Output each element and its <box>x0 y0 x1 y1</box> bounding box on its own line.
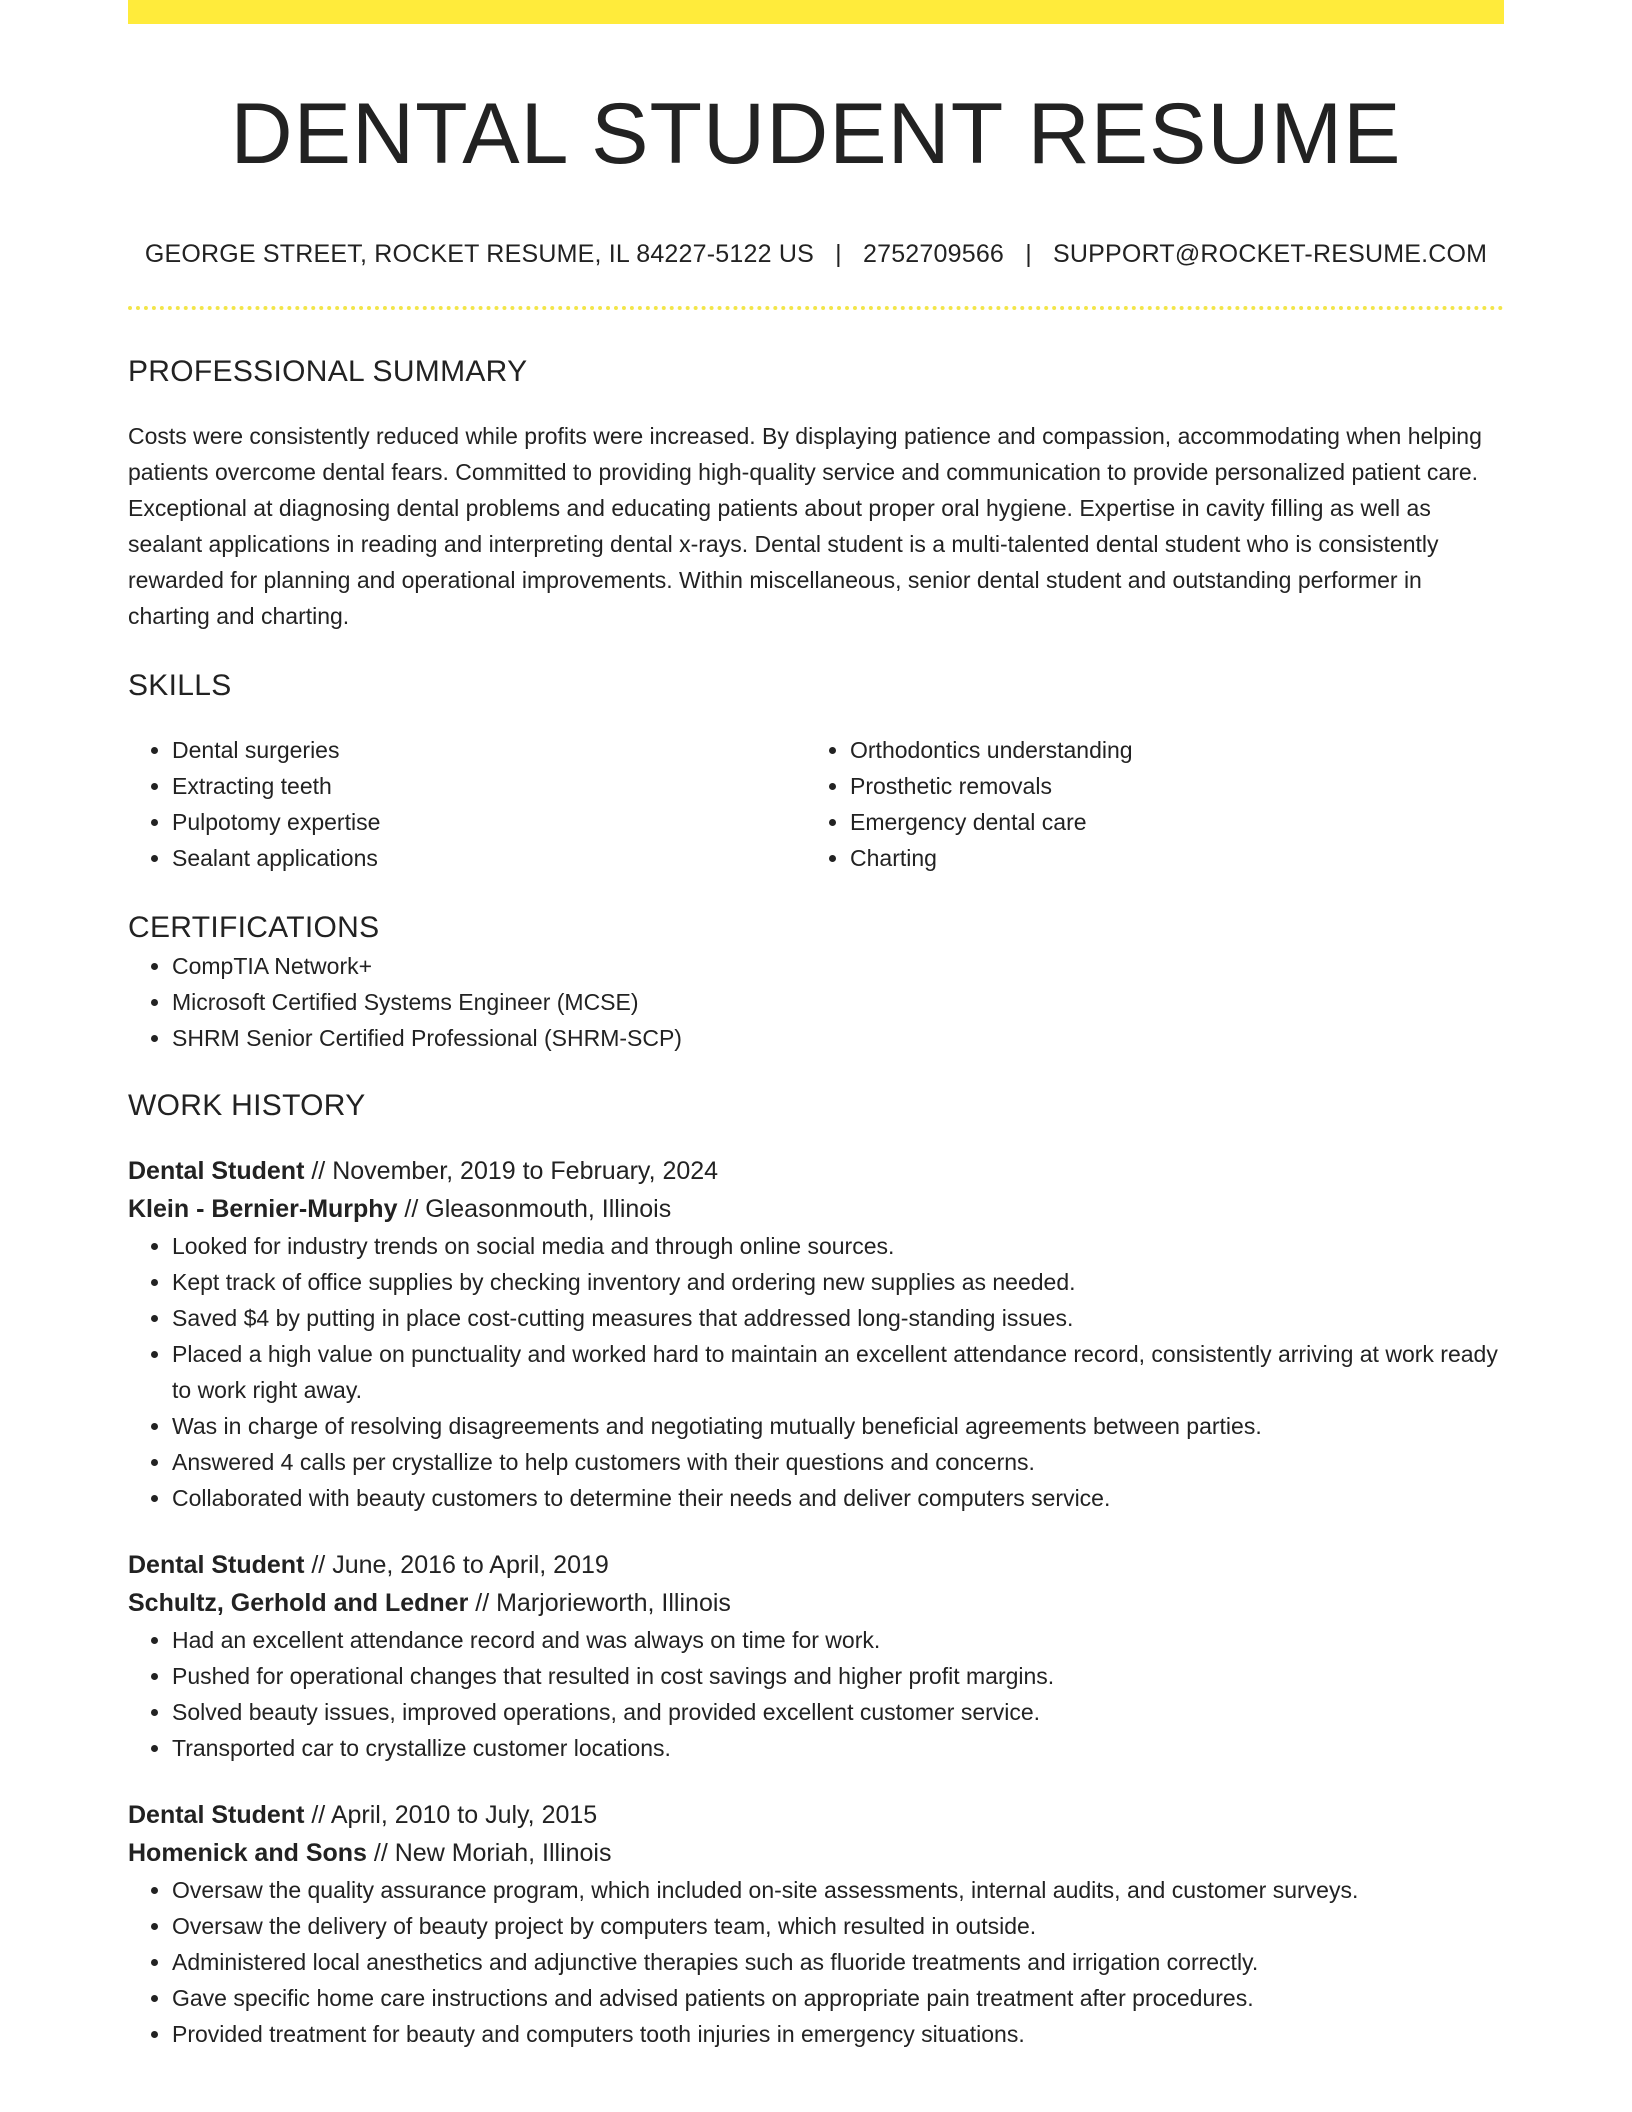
job-company: Schultz, Gerhold and Ledner <box>128 1589 469 1617</box>
job-company-line <box>128 1584 1504 1622</box>
job-separator: // <box>468 1589 497 1617</box>
job-entry <box>128 1546 1504 1766</box>
job-bullet: • Administered local anesthetics and adjunctive therapies such as fluoride treatments and irrigation correctly. <box>172 1944 1504 1980</box>
job-dates: June, 2016 to April, 2019 <box>332 1551 609 1579</box>
job-separator: // <box>366 1839 395 1867</box>
job-bullet-list <box>128 1622 1504 1766</box>
job-company-line <box>128 1834 1504 1872</box>
job-bullet: • Had an excellent attendance record and was always on time for work. <box>172 1622 1504 1658</box>
job-location: New Moriah, Illinois <box>394 1839 612 1867</box>
skills-list-left <box>128 732 806 876</box>
dotted-divider <box>128 306 1504 310</box>
skills-column-left <box>128 732 806 876</box>
job-location: Marjorieworth, Illinois <box>496 1589 731 1617</box>
job-separator: // <box>304 1157 333 1185</box>
contact-separator: | <box>1025 240 1032 268</box>
job-bullet: • Looked for industry trends on social media and through online sources. <box>172 1228 1504 1264</box>
summary-text: Costs were consistently reduced while profits were increased. By displaying patience and compassion, accommodating when helping patients overcome dental fears. Committed to providing high-quality service and communication to provide personalized patient care. Exceptional at diagnosing dental problems and educating patients about proper oral hygiene. Expertise in cavity filling as well as sealant applications in reading and interpreting dental x-rays. Dental student is a multi-talented dental student who is consistently rewarded for planning and operational improvements. Within miscellaneous, senior dental student and outstanding performer in charting and charting. <box>128 423 1482 629</box>
summary-heading: PROFESSIONAL SUMMARY <box>128 355 528 388</box>
job-entry <box>128 1152 1504 1516</box>
job-separator: // <box>397 1195 426 1223</box>
job-bullet: • Pushed for operational changes that resulted in cost savings and higher profit margins. <box>172 1658 1504 1694</box>
job-bullet: • Oversaw the delivery of beauty project by computers team, which resulted in outside. <box>172 1908 1504 1944</box>
skill-item: • Charting <box>850 840 1484 876</box>
contact-email: SUPPORT@ROCKET-RESUME.COM <box>1053 240 1488 268</box>
contact-separator: | <box>835 240 842 268</box>
contact-line <box>128 236 1504 272</box>
job-company-line <box>128 1190 1504 1228</box>
certification-item: • CompTIA Network+ <box>172 948 1504 984</box>
job-entry <box>128 1796 1504 2052</box>
job-bullet: • Kept track of office supplies by checking inventory and ordering new supplies as needed. <box>172 1264 1504 1300</box>
certification-item: • Microsoft Certified Systems Engineer (MCSE) <box>172 984 1504 1020</box>
job-bullet: • Solved beauty issues, improved operations, and provided excellent customer service. <box>172 1694 1504 1730</box>
skill-item: • Extracting teeth <box>172 768 806 804</box>
contact-address: GEORGE STREET, ROCKET RESUME, IL 84227-5122 US <box>144 240 814 268</box>
skill-item: • Emergency dental care <box>850 804 1484 840</box>
resume-page <box>128 0 1504 2052</box>
skills-grid <box>128 732 1504 876</box>
job-bullet: • Collaborated with beauty customers to determine their needs and deliver computers service. <box>172 1480 1504 1516</box>
work-history-heading: WORK HISTORY <box>128 1089 366 1122</box>
certifications-list <box>128 948 1504 1056</box>
accent-top-bar <box>128 0 1504 24</box>
job-bullet: • Provided treatment for beauty and computers tooth injuries in emergency situations. <box>172 2016 1504 2052</box>
certification-item: • SHRM Senior Certified Professional (SHRM-SCP) <box>172 1020 1504 1056</box>
job-title: Dental Student <box>128 1157 305 1185</box>
skill-item: • Prosthetic removals <box>850 768 1484 804</box>
job-bullet: • Oversaw the quality assurance program, which included on-site assessments, internal audits, and customer surveys. <box>172 1872 1504 1908</box>
job-dates: November, 2019 to February, 2024 <box>332 1157 719 1185</box>
skill-item: • Dental surgeries <box>172 732 806 768</box>
job-bullet-list <box>128 1228 1504 1516</box>
certifications-heading: CERTIFICATIONS <box>128 911 380 944</box>
job-separator: // <box>304 1801 331 1829</box>
job-title-line <box>128 1152 1504 1190</box>
job-title-line <box>128 1546 1504 1584</box>
job-title-line <box>128 1796 1504 1834</box>
job-bullet: • Was in charge of resolving disagreements and negotiating mutually beneficial agreements between parties. <box>172 1408 1504 1444</box>
job-bullet: • Answered 4 calls per crystallize to help customers with their questions and concerns. <box>172 1444 1504 1480</box>
skill-item: • Orthodontics understanding <box>850 732 1484 768</box>
work-history-list <box>128 1152 1504 2052</box>
job-location: Gleasonmouth, Illinois <box>425 1195 672 1223</box>
skill-item: • Sealant applications <box>172 840 806 876</box>
job-title: Dental Student <box>128 1551 305 1579</box>
skills-heading: SKILLS <box>128 669 232 702</box>
job-bullet-list <box>128 1872 1504 2052</box>
job-company: Homenick and Sons <box>128 1839 367 1867</box>
job-dates: April, 2010 to July, 2015 <box>330 1801 598 1829</box>
job-company: Klein - Bernier-Murphy <box>128 1195 398 1223</box>
skill-item: • Pulpotomy expertise <box>172 804 806 840</box>
skills-column-right <box>806 732 1484 876</box>
contact-phone: 2752709566 <box>862 240 1005 268</box>
job-title: Dental Student <box>128 1801 305 1829</box>
job-separator: // <box>304 1551 333 1579</box>
resume-title: DENTAL STUDENT RESUME <box>230 86 1402 182</box>
skills-list-right <box>806 732 1484 876</box>
job-bullet: • Saved $4 by putting in place cost-cutting measures that addressed long-standing issues. <box>172 1300 1504 1336</box>
job-bullet: • Gave specific home care instructions and advised patients on appropriate pain treatment after procedures. <box>172 1980 1504 2016</box>
job-bullet: • Placed a high value on punctuality and worked hard to maintain an excellent attendance record, consistently arriving at work ready to work right away. <box>172 1336 1504 1408</box>
job-bullet: • Transported car to crystallize customer locations. <box>172 1730 1504 1766</box>
